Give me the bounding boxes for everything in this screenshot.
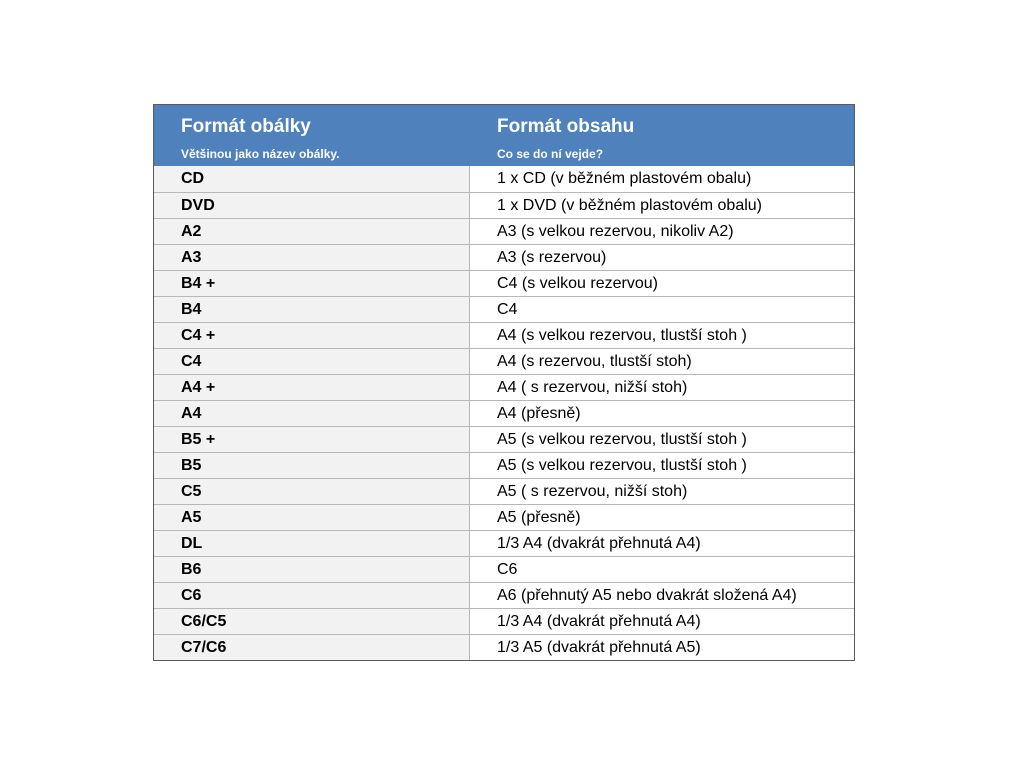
table-row — [154, 582, 854, 608]
content-format-cell: C6 — [470, 557, 854, 582]
envelope-format-cell: C5 — [154, 479, 470, 504]
content-format-cell: A5 (přesně) — [470, 505, 854, 530]
content-format-cell: 1 x DVD (v běžném plastovém obalu) — [470, 193, 854, 218]
envelope-format-cell: B5 + — [154, 427, 470, 452]
content-format-cell: A5 ( s rezervou, nižší stoh) — [470, 479, 854, 504]
table-row — [154, 374, 854, 400]
header-subtitle-envelope-format: Většinou jako název obálky. — [181, 147, 340, 161]
table-row — [154, 322, 854, 348]
content-format-cell: 1/3 A4 (dvakrát přehnutá A4) — [470, 531, 854, 556]
envelope-format-table — [153, 104, 855, 661]
envelope-format-cell: C4 + — [154, 323, 470, 348]
envelope-format-cell: C6 — [154, 583, 470, 608]
header-cell-envelope-format — [154, 105, 470, 166]
table-row — [154, 296, 854, 322]
envelope-format-cell: A2 — [154, 219, 470, 244]
header-title-content-format: Formát obsahu — [497, 116, 635, 137]
table-row — [154, 218, 854, 244]
table-row — [154, 270, 854, 296]
envelope-format-cell: C7/C6 — [154, 635, 470, 660]
table-row — [154, 400, 854, 426]
table-row — [154, 244, 854, 270]
header-subtitle-content-format: Co se do ní vejde? — [497, 147, 604, 161]
content-format-cell: A5 (s velkou rezervou, tlustší stoh ) — [470, 453, 854, 478]
content-format-cell: A3 (s rezervou) — [470, 245, 854, 270]
content-format-cell: C4 (s velkou rezervou) — [470, 271, 854, 296]
header-title-envelope-format: Formát obálky — [181, 116, 311, 137]
envelope-format-cell: DL — [154, 531, 470, 556]
content-format-cell: A3 (s velkou rezervou, nikoliv A2) — [470, 219, 854, 244]
content-format-cell: 1 x CD (v běžném plastovém obalu) — [470, 166, 854, 192]
table-row — [154, 556, 854, 582]
table-row — [154, 504, 854, 530]
content-format-cell: A4 (s velkou rezervou, tlustší stoh ) — [470, 323, 854, 348]
content-format-cell: 1/3 A5 (dvakrát přehnutá A5) — [470, 635, 854, 660]
table-row — [154, 348, 854, 374]
envelope-format-cell: A3 — [154, 245, 470, 270]
table-row — [154, 478, 854, 504]
envelope-format-cell: B5 — [154, 453, 470, 478]
envelope-format-cell: B4 + — [154, 271, 470, 296]
envelope-format-cell: A5 — [154, 505, 470, 530]
content-format-cell: A4 (přesně) — [470, 401, 854, 426]
table-row — [154, 166, 854, 192]
table-header — [154, 105, 854, 166]
content-format-cell: A6 (přehnutý A5 nebo dvakrát složená A4) — [470, 583, 854, 608]
table-row — [154, 608, 854, 634]
content-format-cell: 1/3 A4 (dvakrát přehnutá A4) — [470, 609, 854, 634]
envelope-format-cell: B4 — [154, 297, 470, 322]
table-row — [154, 452, 854, 478]
content-format-cell: C4 — [470, 297, 854, 322]
header-cell-content-format — [470, 105, 854, 166]
content-format-cell: A4 (s rezervou, tlustší stoh) — [470, 349, 854, 374]
table-row — [154, 634, 854, 660]
table-row — [154, 192, 854, 218]
envelope-format-cell: CD — [154, 166, 470, 192]
table-body — [154, 166, 854, 660]
content-format-cell: A4 ( s rezervou, nižší stoh) — [470, 375, 854, 400]
envelope-format-cell: C6/C5 — [154, 609, 470, 634]
table-row — [154, 530, 854, 556]
envelope-format-cell: C4 — [154, 349, 470, 374]
envelope-format-cell: DVD — [154, 193, 470, 218]
envelope-format-cell: B6 — [154, 557, 470, 582]
content-format-cell: A5 (s velkou rezervou, tlustší stoh ) — [470, 427, 854, 452]
envelope-format-cell: A4 — [154, 401, 470, 426]
envelope-format-cell: A4 + — [154, 375, 470, 400]
table-row — [154, 426, 854, 452]
